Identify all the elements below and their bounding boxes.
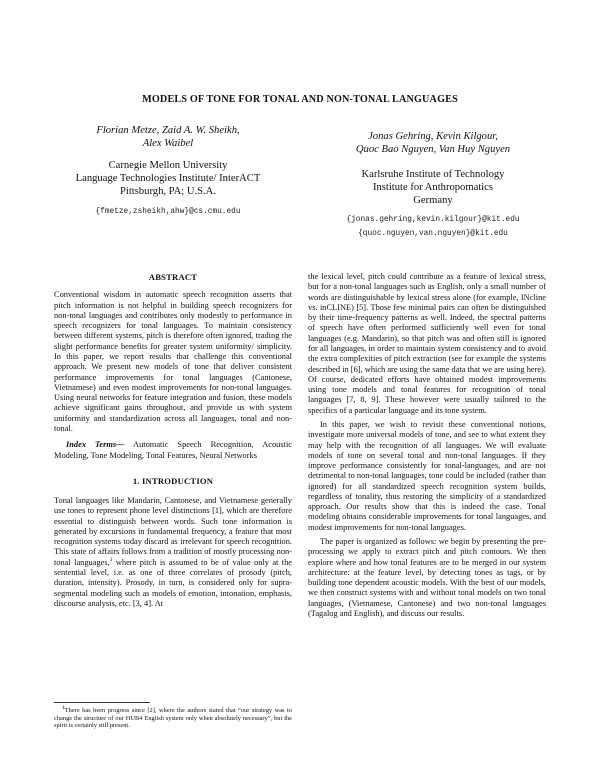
right-author-names: Jonas Gehring, Kevin Kilgour, Quoc Bao Nguyen, Van Huy Nguyen [355,131,511,155]
right-paragraph-3: The paper is organized as follows: we begin by presenting the pre-processing we apply to extract pitch and pitch contours. We then explore where and how tonal features are to be merged in our system architecture: at the feature level, by detecting tones as tags, or by building tone dependent acoustic models. With the best of our models, we then construct systems with and without tonal models on two tonal languages, (Vietnamese, Cantonese) and two non-tonal languages (Tagalog and English), and discuss our results. [308,537,546,618]
footnote-text: There has been progress since [2], where the authors stated that “our strategy was to change the structure of our HUB4 English system only when absolutely necessary”, but the spirit is certainly still present. [54,707,292,730]
paper-title: MODELS OF TONE FOR TONAL AND NON-TONAL LANGUAGES [142,94,458,105]
abstract-text: Conventional wisdom in automatic speech recognition asserts that pitch information is not helpful in building speech recognizers for non-tonal languages and contributes only modestly to performance in speech recognizers for tonal languages. To maintain consistency between different systems, pitch is therefore often ignored, trading the slight performance benefits for greater system uniformity/ simplicity. In this paper, we report results that challenge this conventional approach. We present new models of tone that deliver consistent performance improvements for tonal languages (Cantonese, Vietnamese) and even modest improvements for non-tonal languages. Using neural networks for feature integration and fusion, these models achieve significant gains throughout, and provide us with system uniformity and standardization across all languages, tonal and non-tonal. [54,290,292,433]
intro-paragraph-1 [54,496,292,609]
footnote-rule [54,702,150,703]
footnote-number: 1 [62,704,65,711]
index-terms [54,440,292,461]
left-column [54,272,292,609]
footnote-mark: 1 [109,556,113,563]
left-affiliation: Carnegie Mellon University Language Technologies Institute/ InterACT Pittsburgh, PA; U.S.A. [75,160,261,197]
right-paragraph-2: In this paper, we wish to revisit these conventional notions, investigate more universal models of tone, and see to what extent they may help with the recognition of all languages. We will evaluate models of tone on several tonal and non-tonal languages. If they improve performance consistently for tonal-languages, and are not detrimental to non-tonal languages, tone could be included (rather than ignored) for all standardized speech recognition system builds, regardless of tonality, thus restoring the simplicity of a standardized approach. Our results show that this is indeed the case. Tonal modeling obtains considerable improvements for tonal languages, and modest improvements for non-tonal languages. [308,419,546,532]
abstract-heading: ABSTRACT [148,272,198,282]
right-affiliation: Karlsruhe Institute of Technology Institute for Anthropomatics Germany [361,169,505,206]
intro-text-b: where pitch is assumed to be of value only at the sentential level, i.e. as one of three correlates of prosody (pitch, duration, intensity). Prosody, in turn, is considered only for supra-segmental modeling such as models of emotion, intonation, emphasis, discourse analysis, etc. [3, 4]. At [54,557,292,608]
footnote [54,704,292,730]
left-email: {fmetze,zsheikh,ahw}@cs.cmu.edu [95,208,241,216]
right-column [308,272,546,619]
right-email: {jonas.gehring,kevin.kilgour}@kit.edu {quoc.nguyen,van.nguyen}@kit.edu [346,216,520,238]
index-terms-list: Automatic Speech Recognition, Acoustic Modeling, Tone Modeling, Tonal Features, Neural Networks [54,440,292,460]
right-author-block [302,130,564,241]
index-terms-label: Index Terms— [66,440,125,450]
left-author-names: Florian Metze, Zaid A. W. Sheikh, Alex Waibel [96,125,240,149]
introduction-heading: 1. INTRODUCTION [132,475,214,486]
intro-text-a: Tonal languages like Mandarin, Cantonese, and Vietnamese generally use tones to represent phone level distinctions [1], which are therefore essential to distinguish between words. Such tone information is generated by excursions in fundamental frequency, a feature that most recognition systems today discard as irrelevant for speech recognition. This state of affairs follows from a tradition of mostly processing non-tonal languages, [54,496,292,567]
right-paragraph-1: the lexical level, pitch could contribute as a feature of lexical stress, but for a non-tonal languages such as English, only a small number of words are distinguishable by lexical stress alone (for example, INcline vs. inCLINE) [5]. Those few minimal pairs can often be distinguished by their time-frequency patterns as well. Indeed, the spectral patterns of speech have often performed sufficiently well even for tonal languages (e.g. Mandarin), so that pitch was and often still is ignored for all languages, in order to maintain system consistency and to avoid the extra complexities of pitch extraction (see for example the systems described in [6], which are using the same data that we are using here). Of course, dedicated efforts have obtained modest improvements using tone models and tonal features for recognition of tonal languages [7, 8, 9]. These however were usually tailored to the specifics of a particular language and its tone system. [308,272,546,415]
left-author-block [36,124,300,219]
